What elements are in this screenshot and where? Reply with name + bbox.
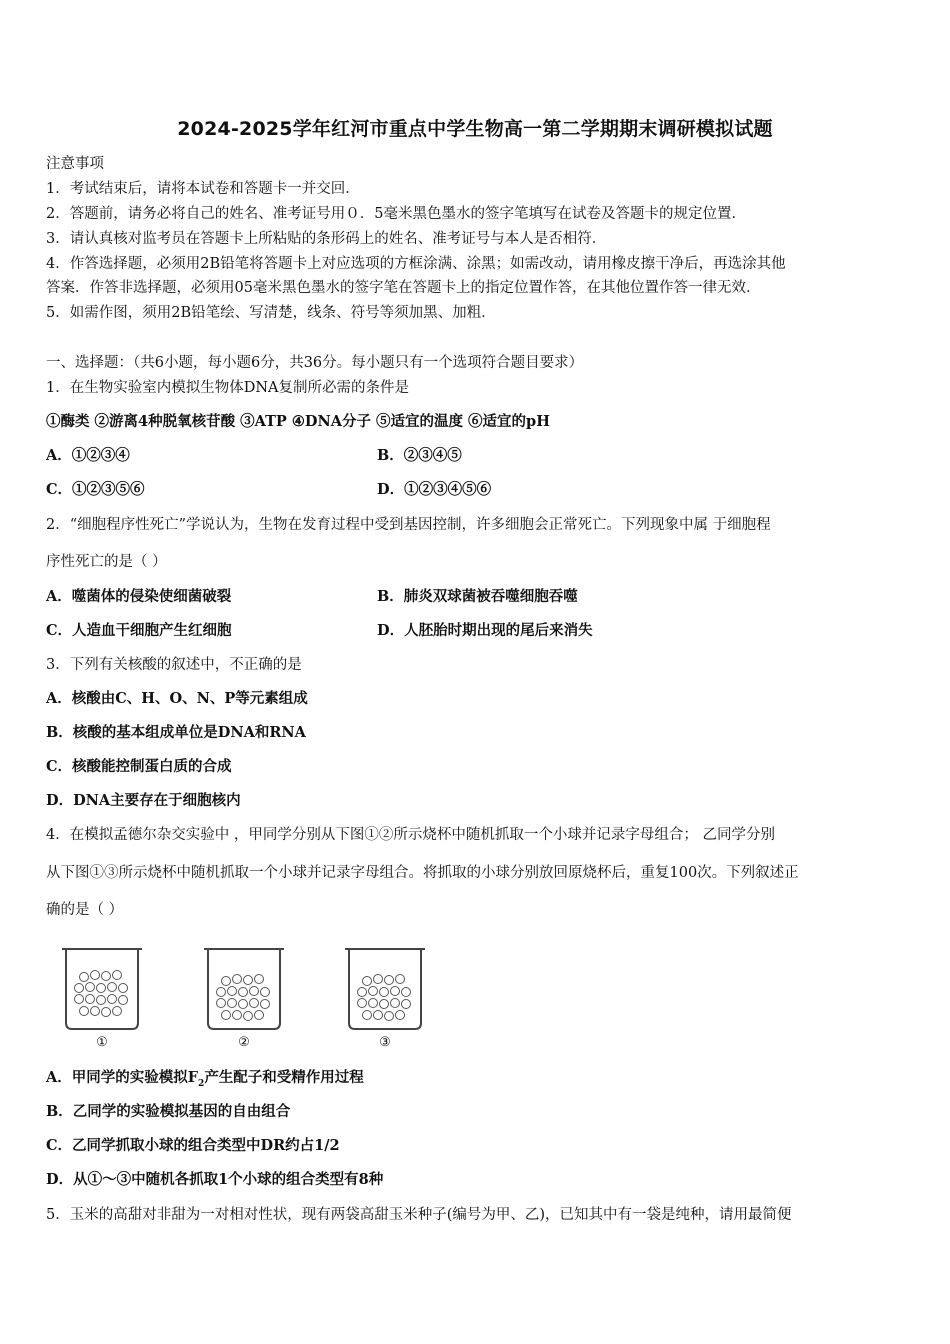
- question-3-option-b: B．核酸的基本组成单位是DNA和RNA: [46, 724, 306, 741]
- question-2-option-c: C．人造血干细胞产生红细胞: [46, 622, 232, 639]
- question-4-stem: 4．在模拟孟德尔杂交实验中 ，甲同学分别从下图①②所示烧杯中随机抓取一个小球并记录字母组合； 乙同学分别: [46, 827, 775, 843]
- question-5-stem: 5．玉米的高甜对非甜为一对相对性状，现有两袋高甜玉米种子(编号为甲、乙)，已知其中有一袋是纯种，请用最简便: [46, 1207, 792, 1223]
- option-a-text: A．甲同学的实验模拟F: [46, 1069, 199, 1086]
- question-1-option-d: D．①②③④⑤⑥: [377, 481, 492, 498]
- option-a-text-end: 产生配子和受精作用过程: [204, 1069, 364, 1086]
- question-1-option-c: C．①②③⑤⑥: [46, 481, 145, 498]
- question-1-option-a: A．①②③④: [46, 447, 130, 464]
- notice-item: 答案．作答非选择题，必须用05毫米黑色墨水的签字笔在答题卡上的指定位置作答，在其他位置作答一律无效．: [46, 280, 761, 296]
- question-4-option-b: B．乙同学的实验模拟基因的自由组合: [46, 1103, 291, 1120]
- subscript: 2: [198, 1078, 205, 1089]
- question-3-stem: 3．下列有关核酸的叙述中，不正确的是: [46, 657, 302, 673]
- beaker-1-label: ①: [96, 1035, 108, 1050]
- question-4-option-a: [46, 1066, 364, 1089]
- question-3-option-a: A．核酸由C、H、O、N、P等元素组成: [46, 690, 308, 707]
- question-3-option-d: D．DNA主要存在于细胞核内: [46, 792, 241, 809]
- question-2-stem-cont: 序性死亡的是（ ）: [46, 554, 167, 570]
- notice-item: 1．考试结束后，请将本试卷和答题卡一并交回．: [46, 181, 360, 197]
- question-1-stem: 1．在生物实验室内模拟生物体DNA复制所必需的条件是: [46, 380, 410, 396]
- question-4-option-d: D．从①～③中随机各抓取1个小球的组合类型有8种: [46, 1171, 384, 1188]
- notice-heading: 注意事项: [46, 156, 104, 172]
- beaker-3-figure: [341, 945, 429, 1033]
- question-2-stem: 2．“细胞程序性死亡”学说认为，生物在发育过程中受到基因控制，许多细胞会正常死亡。下列现象中属 于细胞程: [46, 517, 771, 533]
- beaker-3-label: ③: [379, 1035, 391, 1050]
- question-3-option-c: C．核酸能控制蛋白质的合成: [46, 758, 232, 775]
- question-2-option-a: A．噬菌体的侵染使细菌破裂: [46, 588, 232, 605]
- question-1-option-b: B．②③④⑤: [377, 447, 462, 464]
- notice-item: 3．请认真核对监考员在答题卡上所粘贴的条形码上的姓名、准考证号与本人是否相符．: [46, 231, 607, 247]
- question-4-stem-end: 确的是（ ）: [46, 902, 124, 918]
- beaker-1-figure: [58, 945, 146, 1033]
- question-1-items: ①酶类 ②游离4种脱氧核苷酸 ③ATP ④DNA分子 ⑤适宜的温度 ⑥适宜的pH: [46, 413, 550, 430]
- notice-item: 2．答题前，请务必将自己的姓名、准考证号用０．5毫米黑色墨水的签字笔填写在试卷及答题卡的规定位置．: [46, 206, 746, 222]
- question-2-option-b: B．肺炎双球菌被吞噬细胞吞噬: [377, 588, 578, 605]
- section-heading: 一、选择题：（共6小题，每小题6分，共36分。每小题只有一个选项符合题目要求）: [46, 355, 584, 371]
- question-4-stem-cont: 从下图①③所示烧杯中随机抓取一个小球并记录字母组合。将抓取的小球分别放回原烧杯后，重复100次。下列叙述正: [46, 865, 799, 881]
- beaker-2-figure: [200, 945, 288, 1033]
- beaker-2-label: ②: [238, 1035, 250, 1050]
- notice-item: 4．作答选择题，必须用2B铅笔将答题卡上对应选项的方框涂满、涂黑；如需改动，请用橡皮擦干净后，再选涂其他: [46, 256, 786, 272]
- question-2-option-d: D．人胚胎时期出现的尾后来消失: [377, 622, 593, 639]
- question-4-option-c: C．乙同学抓取小球的组合类型中DR约占1/2: [46, 1137, 340, 1154]
- page-title: 2024-2025学年红河市重点中学生物高一第二学期期末调研模拟试题: [177, 118, 773, 140]
- notice-item: 5．如需作图，须用2B铅笔绘、写清楚，线条、符号等须加黑、加粗．: [46, 305, 496, 321]
